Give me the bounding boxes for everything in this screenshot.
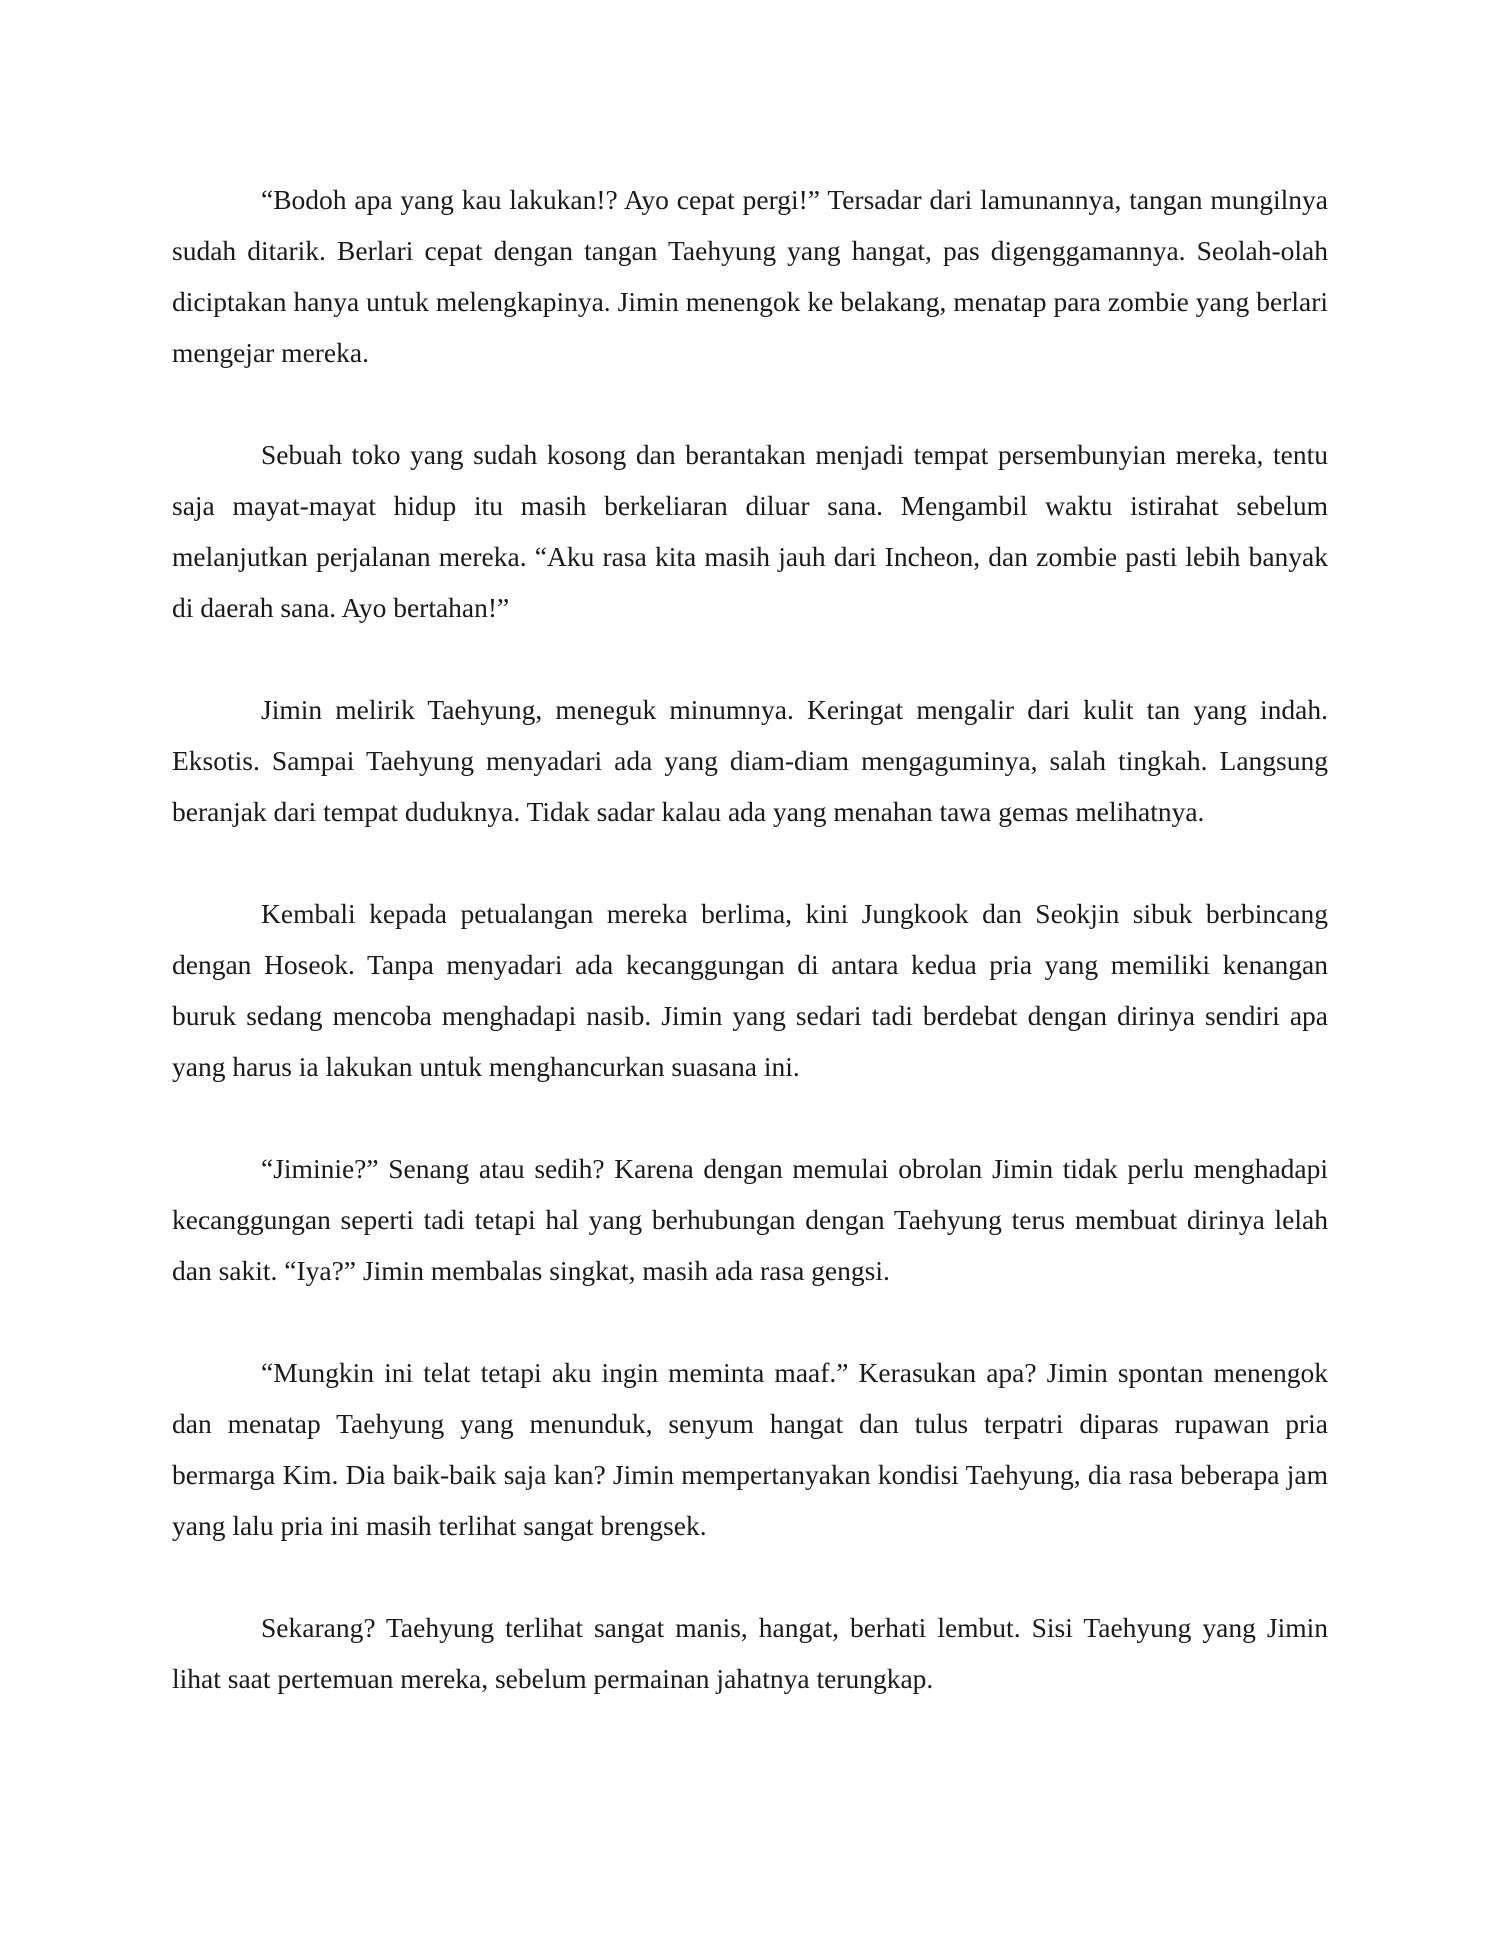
paragraph-2: Sebuah toko yang sudah kosong dan berantakan menjadi tempat persembunyian mereka, tentu saja mayat-mayat hidup itu masih berkeliaran diluar sana. Mengambil waktu istirahat sebelum melanjutkan perjalanan mereka. “Aku rasa kita masih jauh dari Incheon, dan zombie pasti lebih banyak di daerah sana. Ayo bertahan!” — [172, 439, 1328, 623]
paragraph-4: Kembali kepada petualangan mereka berlima, kini Jungkook dan Seokjin sibuk berbincang dengan Hoseok. Tanpa menyadari ada kecanggungan di antara kedua pria yang memiliki kenangan buruk sedang mencoba menghadapi nasib. Jimin yang sedari tadi berdebat dengan dirinya sendiri apa yang harus ia lakukan untuk menghancurkan suasana ini. — [172, 898, 1328, 1082]
paragraph-6: “Mungkin ini telat tetapi aku ingin meminta maaf.” Kerasukan apa? Jimin spontan menengok dan menatap Taehyung yang menunduk, senyum hangat dan tulus terpatri diparas rupawan pria bermarga Kim. Dia baik-baik saja kan? Jimin mempertanyakan kondisi Taehyung, dia rasa beberapa jam yang lalu pria ini masih terlihat sangat brengsek. — [172, 1357, 1328, 1541]
body-text — [172, 174, 1328, 1704]
paragraph-1: “Bodoh apa yang kau lakukan!? Ayo cepat pergi!” Tersadar dari lamunannya, tangan mungilnya sudah ditarik. Berlari cepat dengan tangan Taehyung yang hangat, pas digenggamannya. Seolah-olah diciptakan hanya untuk melengkapinya. Jimin menengok ke belakang, menatap para zombie yang berlari mengejar mereka. — [172, 184, 1328, 368]
paragraph-7: Sekarang? Taehyung terlihat sangat manis, hangat, berhati lembut. Sisi Taehyung yang Jimin lihat saat pertemuan mereka, sebelum permainan jahatnya terungkap. — [172, 1612, 1328, 1694]
paragraph-3: Jimin melirik Taehyung, meneguk minumnya. Keringat mengalir dari kulit tan yang indah. Eksotis. Sampai Taehyung menyadari ada yang diam-diam mengaguminya, salah tingkah. Langsung beranjak dari tempat duduknya. Tidak sadar kalau ada yang menahan tawa gemas melihatnya. — [172, 694, 1328, 827]
paragraph-5: “Jiminie?” Senang atau sedih? Karena dengan memulai obrolan Jimin tidak perlu menghadapi kecanggungan seperti tadi tetapi hal yang berhubungan dengan Taehyung terus membuat dirinya lelah dan sakit. “Iya?” Jimin membalas singkat, masih ada rasa gengsi. — [172, 1153, 1328, 1286]
